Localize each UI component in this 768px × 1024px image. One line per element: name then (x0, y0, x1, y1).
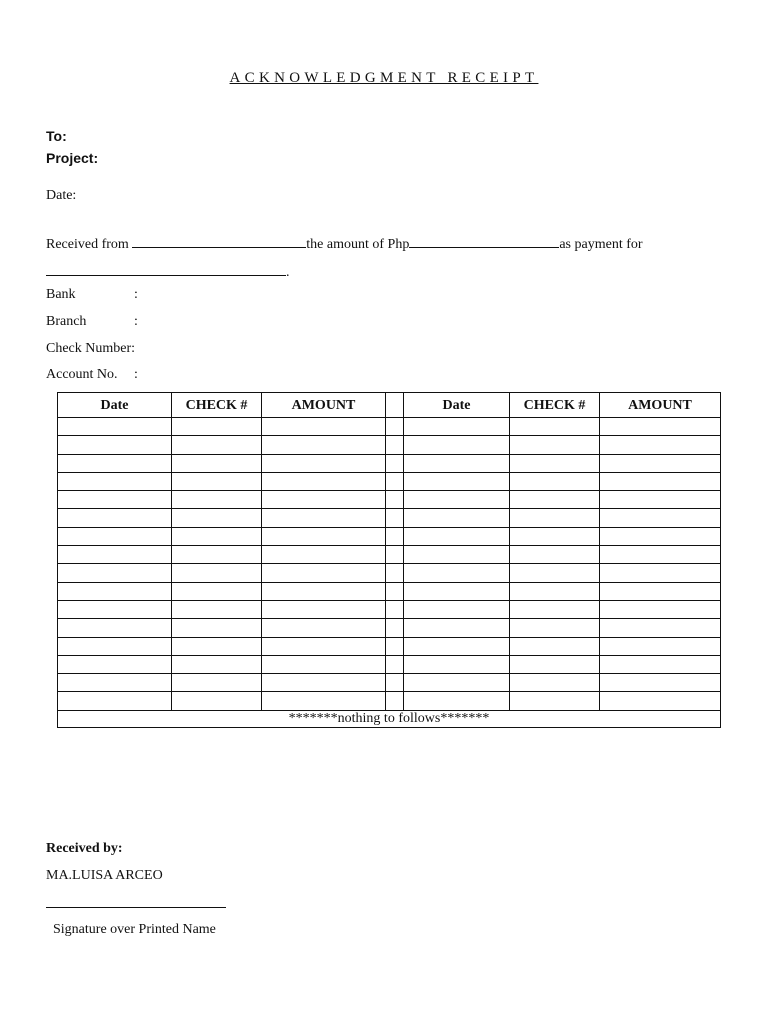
table-cell (172, 527, 262, 545)
signature-caption: Signature over Printed Name (53, 922, 216, 937)
table-cell (58, 472, 172, 490)
table-cell (510, 637, 600, 655)
table-cell (386, 472, 404, 490)
table-cell (172, 472, 262, 490)
table-cell (386, 600, 404, 618)
table-row (58, 436, 721, 454)
table-row (58, 692, 721, 710)
table-cell (172, 600, 262, 618)
table-cell (58, 436, 172, 454)
header-amount-left: AMOUNT (262, 393, 386, 418)
table-cell (600, 509, 721, 527)
table-cell (262, 546, 386, 564)
table-cell (510, 564, 600, 582)
table-cell (600, 546, 721, 564)
table-cell (58, 546, 172, 564)
table-cell (58, 418, 172, 436)
table-cell (600, 418, 721, 436)
table-cell (510, 527, 600, 545)
table-cell (404, 637, 510, 655)
to-label: To: (46, 128, 67, 144)
received-by-label: Received by: (46, 841, 123, 856)
table-cell (600, 564, 721, 582)
project-label: Project: (46, 150, 99, 166)
table-cell (172, 454, 262, 472)
table-cell (58, 564, 172, 582)
signature-line (46, 907, 226, 908)
table-cell (404, 619, 510, 637)
table-cell (386, 454, 404, 472)
table-cell (600, 582, 721, 600)
header-spacer (386, 393, 404, 418)
table-cell (510, 546, 600, 564)
table-cell (600, 472, 721, 490)
table-cell (262, 582, 386, 600)
table-footer-row (58, 710, 721, 727)
table-cell (600, 637, 721, 655)
table-cell (600, 674, 721, 692)
account-no-label: Account No. (46, 367, 118, 382)
table-cell (510, 454, 600, 472)
table-cell (600, 619, 721, 637)
table-cell (404, 491, 510, 509)
table-row (58, 637, 721, 655)
table-cell (262, 436, 386, 454)
document-title: ACKNOWLEDGMENT RECEIPT (229, 70, 539, 86)
payment-label: as payment for (559, 237, 643, 252)
payment-for-line (46, 261, 290, 281)
table-row (58, 527, 721, 545)
table-cell (600, 655, 721, 673)
table-cell (600, 454, 721, 472)
table-row (58, 582, 721, 600)
table-cell (386, 436, 404, 454)
header-check-left: CHECK # (172, 393, 262, 418)
date-label: Date: (46, 188, 77, 203)
table-cell (172, 564, 262, 582)
table-cell (172, 619, 262, 637)
table-cell (172, 436, 262, 454)
table-cell (262, 674, 386, 692)
table-cell (510, 582, 600, 600)
table-row (58, 418, 721, 436)
table-row (58, 655, 721, 673)
table-cell (386, 674, 404, 692)
account-no-colon: : (134, 367, 138, 382)
table-cell (262, 655, 386, 673)
table-cell (172, 491, 262, 509)
table-cell (262, 491, 386, 509)
table-cell (404, 546, 510, 564)
table-header-row (58, 393, 721, 418)
table-cell (386, 418, 404, 436)
table-cell (262, 564, 386, 582)
table-cell (600, 692, 721, 710)
table-cell (404, 600, 510, 618)
table-cell (262, 527, 386, 545)
table-cell (172, 546, 262, 564)
table-cell (58, 600, 172, 618)
table-cell (386, 564, 404, 582)
table-cell (58, 637, 172, 655)
table-cell (262, 418, 386, 436)
payment-period: . (286, 265, 290, 280)
branch-colon: : (134, 314, 138, 329)
table-cell (172, 637, 262, 655)
table-cell (58, 619, 172, 637)
table-cell (404, 582, 510, 600)
table-cell (172, 582, 262, 600)
table-row (58, 546, 721, 564)
header-amount-right: AMOUNT (600, 393, 721, 418)
table-cell (262, 600, 386, 618)
table-cell (58, 527, 172, 545)
table-cell (386, 527, 404, 545)
amount-blank (409, 233, 559, 248)
table-cell (386, 692, 404, 710)
table-row (58, 600, 721, 618)
table-cell (58, 655, 172, 673)
table-cell (404, 527, 510, 545)
table-row (58, 509, 721, 527)
table-cell (404, 418, 510, 436)
table-cell (58, 674, 172, 692)
table-cell (510, 692, 600, 710)
checks-table (57, 392, 721, 728)
table-cell (386, 655, 404, 673)
table-cell (404, 674, 510, 692)
table-cell (404, 454, 510, 472)
table-row (58, 619, 721, 637)
table-cell (386, 546, 404, 564)
bank-colon: : (134, 287, 138, 302)
table-cell (600, 527, 721, 545)
table-cell (510, 674, 600, 692)
table-body (58, 418, 721, 711)
received-from-label: Received from (46, 237, 133, 252)
table-cell (386, 637, 404, 655)
table-cell (262, 692, 386, 710)
table-cell (58, 454, 172, 472)
table-row (58, 674, 721, 692)
table-cell (510, 436, 600, 454)
table-row (58, 472, 721, 490)
table-cell (404, 655, 510, 673)
table-cell (262, 454, 386, 472)
received-from-line (46, 233, 643, 253)
table-cell (404, 564, 510, 582)
table-cell (172, 655, 262, 673)
table-cell (510, 600, 600, 618)
amount-label: the amount of Php (306, 237, 410, 252)
header-check-right: CHECK # (510, 393, 600, 418)
table-cell (600, 600, 721, 618)
table-cell (600, 436, 721, 454)
received-from-blank (132, 233, 306, 248)
table-cell (386, 619, 404, 637)
header-date-left: Date (58, 393, 172, 418)
table-cell (386, 582, 404, 600)
table-cell (172, 692, 262, 710)
payment-for-blank (46, 261, 286, 276)
table-cell (510, 509, 600, 527)
table-cell (172, 509, 262, 527)
table-cell (510, 418, 600, 436)
table-cell (58, 491, 172, 509)
branch-label: Branch (46, 314, 87, 329)
table-cell (386, 491, 404, 509)
table-cell (510, 491, 600, 509)
table-cell (262, 509, 386, 527)
table-cell (386, 509, 404, 527)
table-cell (172, 674, 262, 692)
bank-label: Bank (46, 287, 76, 302)
table-cell (404, 436, 510, 454)
table-cell (600, 491, 721, 509)
table-cell (262, 637, 386, 655)
nothing-follows-note: *******nothing to follows******* (58, 710, 721, 727)
check-number-label: Check Number: (46, 341, 136, 356)
table-cell (58, 692, 172, 710)
table-row (58, 564, 721, 582)
table-cell (58, 509, 172, 527)
table-row (58, 454, 721, 472)
table-cell (404, 509, 510, 527)
table-cell (172, 418, 262, 436)
table-cell (510, 472, 600, 490)
table-cell (58, 582, 172, 600)
table-cell (262, 472, 386, 490)
table-cell (510, 619, 600, 637)
received-by-name: MA.LUISA ARCEO (46, 868, 163, 883)
table-cell (262, 619, 386, 637)
table-row (58, 491, 721, 509)
table-cell (404, 472, 510, 490)
table-cell (510, 655, 600, 673)
header-date-right: Date (404, 393, 510, 418)
table-cell (404, 692, 510, 710)
